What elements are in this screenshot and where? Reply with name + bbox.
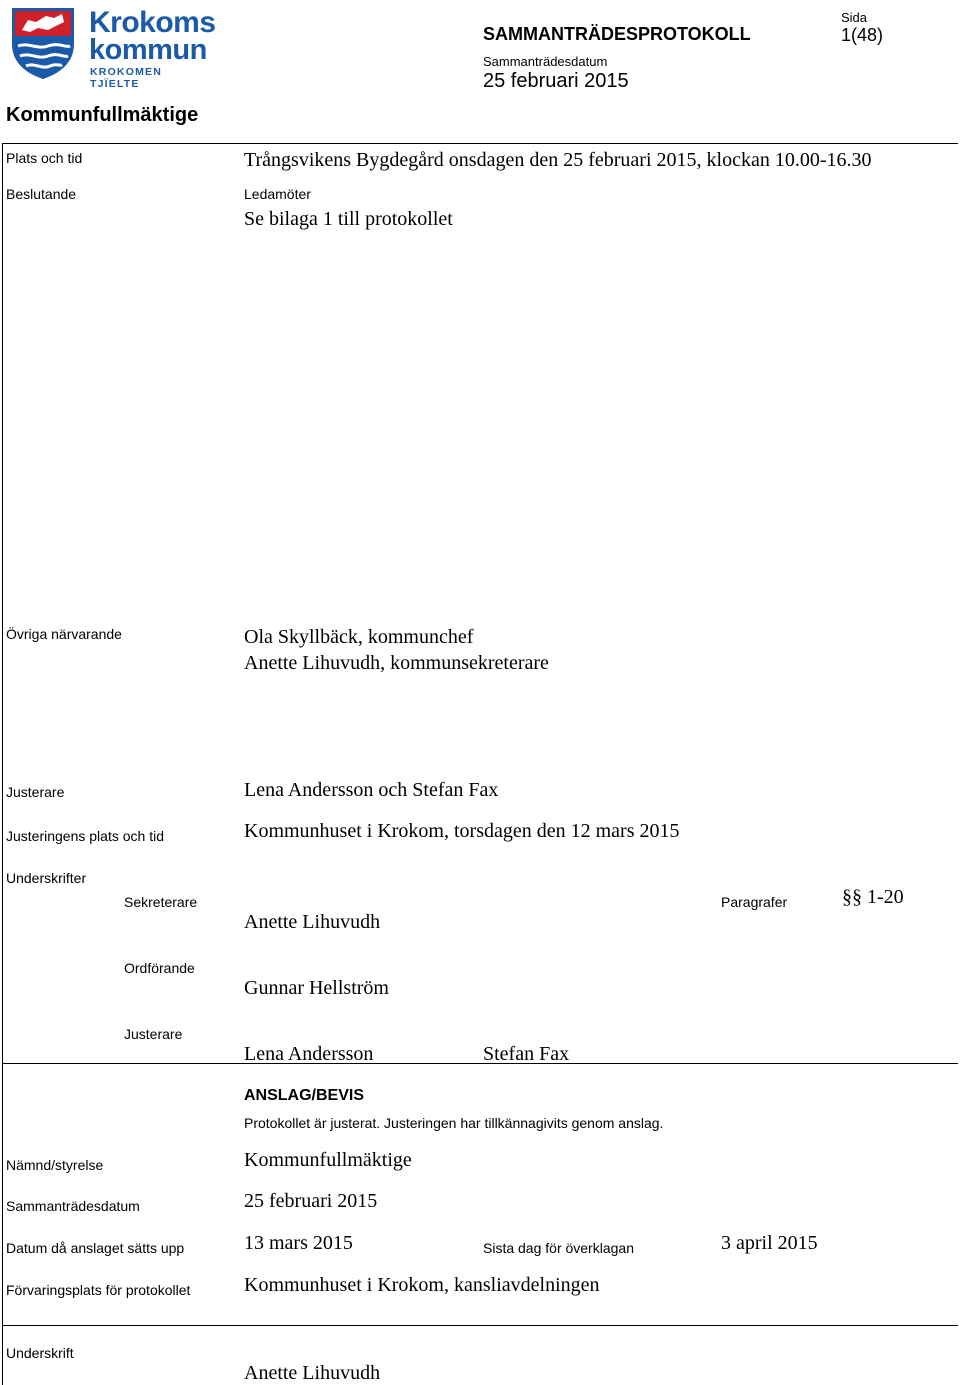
logo-line3: KROKOMEN TJÏELTE: [90, 66, 163, 90]
adjuster1-name: Lena Andersson: [244, 1043, 374, 1065]
others-line2: Anette Lihuvudh, kommunsekreterare: [244, 652, 549, 674]
signature-name: Anette Lihuvudh: [244, 1362, 381, 1384]
adjuster-label: Justerare: [6, 784, 65, 800]
place-label: Plats och tid: [6, 150, 83, 166]
left-border: [2, 143, 3, 1385]
signature-divider: [2, 1063, 958, 1064]
page-number: 1(48): [841, 25, 884, 45]
adjust-place-value: Kommunhuset i Krokom, torsdagen den 12 mars 2015: [244, 820, 680, 842]
notice-date-value: 25 februari 2015: [244, 1190, 378, 1212]
others-line1: Ola Skyllbäck, kommunchef: [244, 626, 474, 648]
page-label: Sida: [841, 10, 868, 25]
adjust-place-label: Justeringens plats och tid: [6, 828, 164, 844]
notice-title: ANSLAG/BEVIS: [244, 1087, 365, 1104]
chair-name: Gunnar Hellström: [244, 977, 389, 999]
signature-label: Underskrift: [6, 1345, 74, 1361]
secretary-name: Anette Lihuvudh: [244, 911, 381, 933]
storage-value: Kommunhuset i Krokom, kansliavdelningen: [244, 1274, 600, 1296]
storage-divider: [2, 1325, 958, 1326]
logo-line2: kommun: [89, 34, 207, 66]
others-label: Övriga närvarande: [6, 626, 122, 642]
adjuster-value: Lena Andersson och Stefan Fax: [244, 779, 499, 801]
storage-label: Förvaringsplats för protokollet: [6, 1282, 191, 1298]
coat-of-arms-icon: [8, 4, 78, 80]
adjusters-label: Justerare: [124, 1026, 183, 1042]
posted-label: Datum då anslaget sätts upp: [6, 1240, 185, 1256]
notice-text: Protokollet är justerat. Justeringen har tillkännagivits genom anslag.: [244, 1115, 664, 1131]
notice-body-label: Nämnd/styrelse: [6, 1157, 104, 1173]
adjuster2-name: Stefan Fax: [483, 1043, 570, 1065]
paragraphs-label: Paragrafer: [721, 894, 788, 910]
meeting-date-label: Sammanträdesdatum: [483, 54, 608, 69]
body-name: Kommunfullmäktige: [6, 104, 199, 126]
krokoms-kommun-logo: [8, 4, 216, 90]
place-value: Trångsvikens Bygdegård onsdagen den 25 februari 2015, klockan 10.00-16.30: [244, 149, 872, 171]
posted-value: 13 mars 2015: [244, 1232, 353, 1254]
secretary-label: Sekreterare: [124, 894, 198, 910]
members-value: Se bilaga 1 till protokollet: [244, 208, 453, 230]
notice-date-label: Sammanträdesdatum: [6, 1198, 140, 1214]
notice-body-value: Kommunfullmäktige: [244, 1149, 412, 1171]
appeal-label: Sista dag för överklagan: [483, 1240, 634, 1256]
chair-label: Ordförande: [124, 960, 195, 976]
logo-line1: Krokoms: [89, 6, 216, 39]
appeal-value: 3 april 2015: [721, 1232, 818, 1254]
meeting-date: 25 februari 2015: [483, 70, 629, 92]
signatures-label: Underskrifter: [6, 870, 87, 886]
document-type: SAMMANTRÄDESPROTOKOLL: [483, 24, 751, 44]
paragraphs-value: §§ 1-20: [842, 886, 904, 908]
top-border: [2, 143, 958, 144]
members-label: Ledamöter: [244, 186, 311, 202]
decision-label: Beslutande: [6, 186, 77, 202]
